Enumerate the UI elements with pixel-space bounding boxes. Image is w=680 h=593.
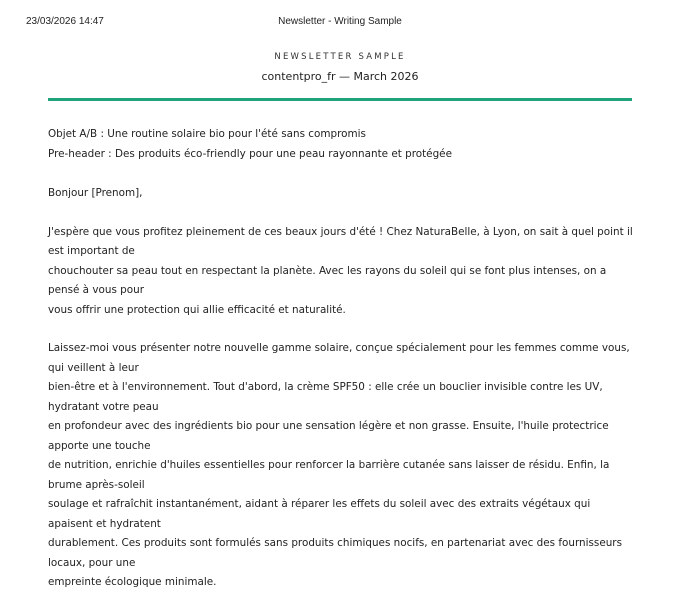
print-datetime: 23/03/2026 14:47: [26, 16, 104, 27]
subject-line: Objet A/B : Une routine solaire bio pour l'été sans compromis: [48, 128, 366, 140]
print-header: [0, 14, 680, 30]
newsletter-kicker: NEWSLETTER SAMPLE: [274, 52, 406, 62]
paragraph-line: empreinte écologique minimale.: [48, 576, 217, 588]
intro-paragraph: [48, 223, 638, 321]
paragraph-line: chouchouter sa peau tout en respectant la planète. Avec les rayons du soleil qui se font plus intenses, on a pensé à vous pour: [48, 264, 607, 296]
print-document-title: Newsletter - Writing Sample: [278, 16, 402, 27]
newsletter-byline: contentpro_fr — March 2026: [261, 70, 419, 83]
preheader-line: Pre-header : Des produits éco-friendly pour une peau rayonnante et protégée: [48, 147, 452, 160]
paragraph-line: durablement. Ces produits sont formulés sans produits chimiques nocifs, en partenariat avec des fournisseurs locaux, pour une: [48, 537, 622, 569]
paragraph-line: J'espère que vous profitez pleinement de ces beaux jours d'été ! Chez NaturaBelle, à Lyon, on sait à quel point il est important de: [48, 225, 633, 257]
paragraph-line: vous offrir une protection qui allie efficacité et naturalité.: [48, 303, 346, 316]
email-body: [48, 125, 638, 593]
newsletter-masthead: [48, 50, 632, 84]
product-paragraph: [48, 339, 638, 593]
greeting: Bonjour [Prenom],: [48, 187, 143, 199]
accent-divider: [48, 98, 632, 101]
paragraph-line: de nutrition, enrichie d'huiles essentielles pour renforcer la barrière cutanée sans laisser de résidu. Enfin, la brume après-soleil: [48, 459, 610, 491]
paragraph-line: bien-être et à l'environnement. Tout d'abord, la crème SPF50 : elle crée un bouclier invisible contre les UV, hydratant votre peau: [48, 381, 603, 413]
paragraph-line: soulage et rafraîchit instantanément, aidant à réparer les effets du soleil avec des extraits végétaux qui apaisent et hydratent: [48, 498, 591, 530]
paragraph-line: Laissez-moi vous présenter notre nouvelle gamme solaire, conçue spécialement pour les femmes comme vous, qui veillent à leur: [48, 342, 630, 374]
paragraph-line: en profondeur avec des ingrédients bio pour une sensation légère et non grasse. Ensuite, l'huile protectrice apporte une touche: [48, 420, 609, 452]
